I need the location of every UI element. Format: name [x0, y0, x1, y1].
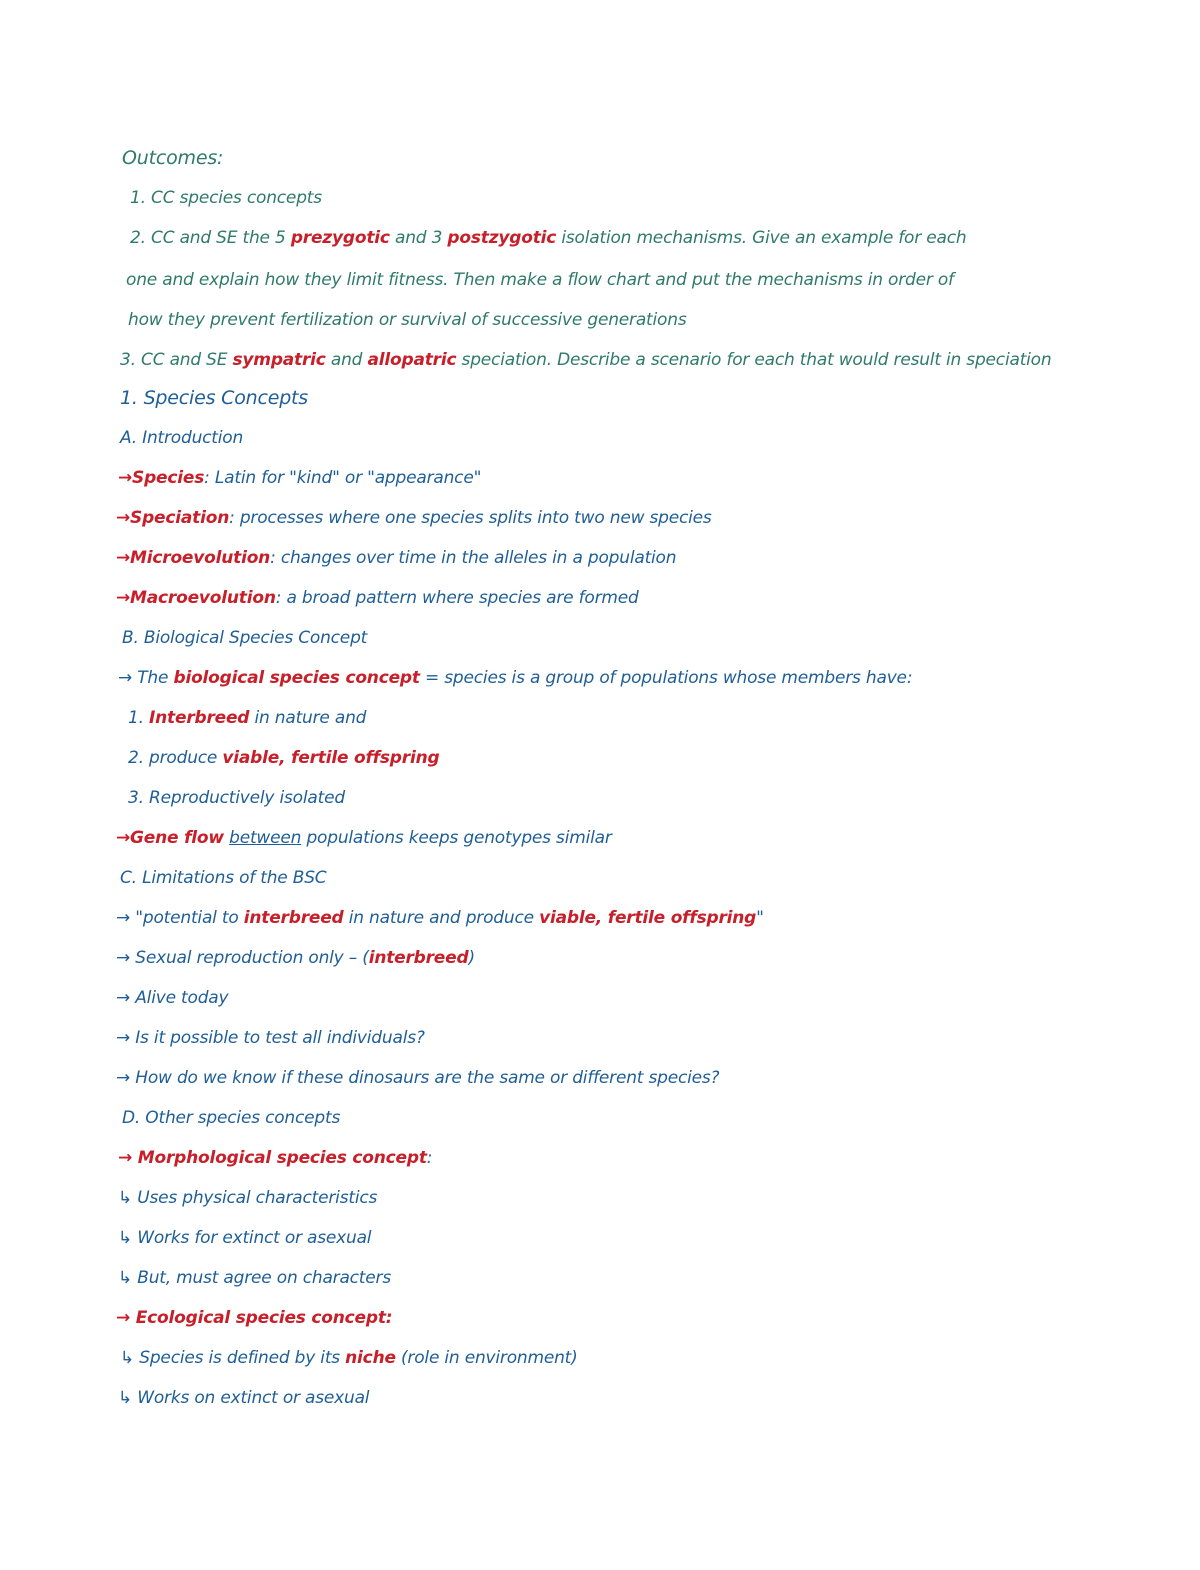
subsection-a-heading: A. Introduction [120, 428, 244, 448]
text-segment: and 3 [389, 228, 448, 248]
outcomes-heading: Outcomes: [122, 147, 224, 169]
term-gene-flow: Gene flow [130, 828, 224, 848]
note-eco-2: ↳ Works on extinct or asexual [118, 1388, 370, 1408]
arrow-icon: → [118, 468, 133, 488]
text-segment: ) [468, 948, 475, 968]
text-segment: speciation. Describe a scenario for each that would result in speciation [456, 350, 1052, 370]
text-segment: " [756, 908, 764, 928]
outcome-3 [120, 348, 1051, 372]
section-1-heading: 1. Species Concepts [120, 387, 309, 409]
term-postzygotic: postzygotic [447, 228, 557, 248]
text-segment: in nature and produce [343, 908, 540, 928]
note-bsc-2 [128, 746, 439, 770]
note-ecological [116, 1306, 392, 1330]
note-bsc-1 [128, 706, 366, 730]
outcome-1: 1. CC species concepts [130, 188, 322, 208]
term-interbreed: interbreed [368, 948, 469, 968]
text-segment: 2. CC and SE the 5 [130, 228, 291, 248]
note-bsc-definition [118, 666, 912, 690]
subsection-d-heading: D. Other species concepts [122, 1108, 341, 1128]
term-allopatric: allopatric [367, 350, 457, 370]
term-bsc: biological species concept [173, 668, 420, 688]
note-morph-1: ↳ Uses physical characteristics [118, 1188, 378, 1208]
term-macroevolution: Macroevolution [130, 588, 276, 608]
arrow-icon: → [116, 828, 131, 848]
note-morphological [118, 1146, 432, 1170]
note-limit-1 [116, 906, 764, 930]
text-segment: 3. CC and SE [120, 350, 233, 370]
term-interbreed: interbreed [243, 908, 344, 928]
definition: : a broad pattern where species are formed [275, 588, 639, 608]
text-segment: in nature and [249, 708, 367, 728]
note-species [118, 466, 481, 490]
subsection-b-heading: B. Biological Species Concept [122, 628, 368, 648]
outcome-2-line-1 [130, 226, 966, 250]
text-segment: → Sexual reproduction only – ( [116, 948, 369, 968]
underlined-word: between [229, 828, 302, 848]
text-segment: 1. [128, 708, 150, 728]
text-segment: → The [118, 668, 174, 688]
note-limit-3: → Alive today [116, 988, 229, 1008]
term-ecological: Ecological species concept [135, 1308, 386, 1328]
note-limit-4: → Is it possible to test all individuals? [116, 1028, 425, 1048]
note-limit-2 [116, 946, 475, 970]
term-prezygotic: prezygotic [290, 228, 390, 248]
text-segment: and [325, 350, 368, 370]
outcome-2-line-2: one and explain how they limit fitness. Then make a flow chart and put the mechanisms in order of [126, 270, 954, 290]
term-niche: niche [345, 1348, 396, 1368]
note-speciation [116, 506, 712, 530]
arrow-icon: → [118, 1148, 138, 1168]
note-microevolution [116, 546, 676, 570]
text-segment: : [426, 1148, 433, 1168]
text-segment: = species is a group of populations whose members have: [419, 668, 913, 688]
arrow-icon: → [116, 508, 131, 528]
text-segment: 2. produce [128, 748, 223, 768]
note-morph-2: ↳ Works for extinct or asexual [118, 1228, 372, 1248]
arrow-icon: → [116, 1308, 136, 1328]
text-segment: → "potential to [116, 908, 244, 928]
text-segment: ↳ Species is defined by its [120, 1348, 346, 1368]
definition: : processes where one species splits into two new species [229, 508, 712, 528]
term-speciation: Speciation [130, 508, 230, 528]
subsection-c-heading: C. Limitations of the BSC [120, 868, 327, 888]
term-sympatric: sympatric [232, 350, 326, 370]
text-segment: populations keeps genotypes similar [301, 828, 612, 848]
term-viable-fertile: viable, fertile offspring [222, 748, 440, 768]
term-species: Species [132, 468, 205, 488]
note-morph-3: ↳ But, must agree on characters [118, 1268, 391, 1288]
note-bsc-3: 3. Reproductively isolated [128, 788, 345, 808]
definition: : Latin for "kind" or "appearance" [204, 468, 482, 488]
text-segment: (role in environment) [395, 1348, 578, 1368]
term-morphological: Morphological species concept [137, 1148, 427, 1168]
note-limit-5: → How do we know if these dinosaurs are the same or different species? [116, 1068, 720, 1088]
definition: : changes over time in the alleles in a population [270, 548, 677, 568]
term-viable-fertile: viable, fertile offspring [539, 908, 757, 928]
outcome-2-line-3: how they prevent fertilization or survival of successive generations [128, 310, 687, 330]
text-segment: : [385, 1308, 393, 1328]
note-eco-1 [120, 1346, 578, 1370]
arrow-icon: → [116, 548, 131, 568]
term-interbreed: Interbreed [149, 708, 250, 728]
term-microevolution: Microevolution [130, 548, 271, 568]
note-gene-flow [116, 826, 612, 850]
note-macroevolution [116, 586, 639, 610]
text-segment: isolation mechanisms. Give an example for each [556, 228, 967, 248]
arrow-icon: → [116, 588, 131, 608]
